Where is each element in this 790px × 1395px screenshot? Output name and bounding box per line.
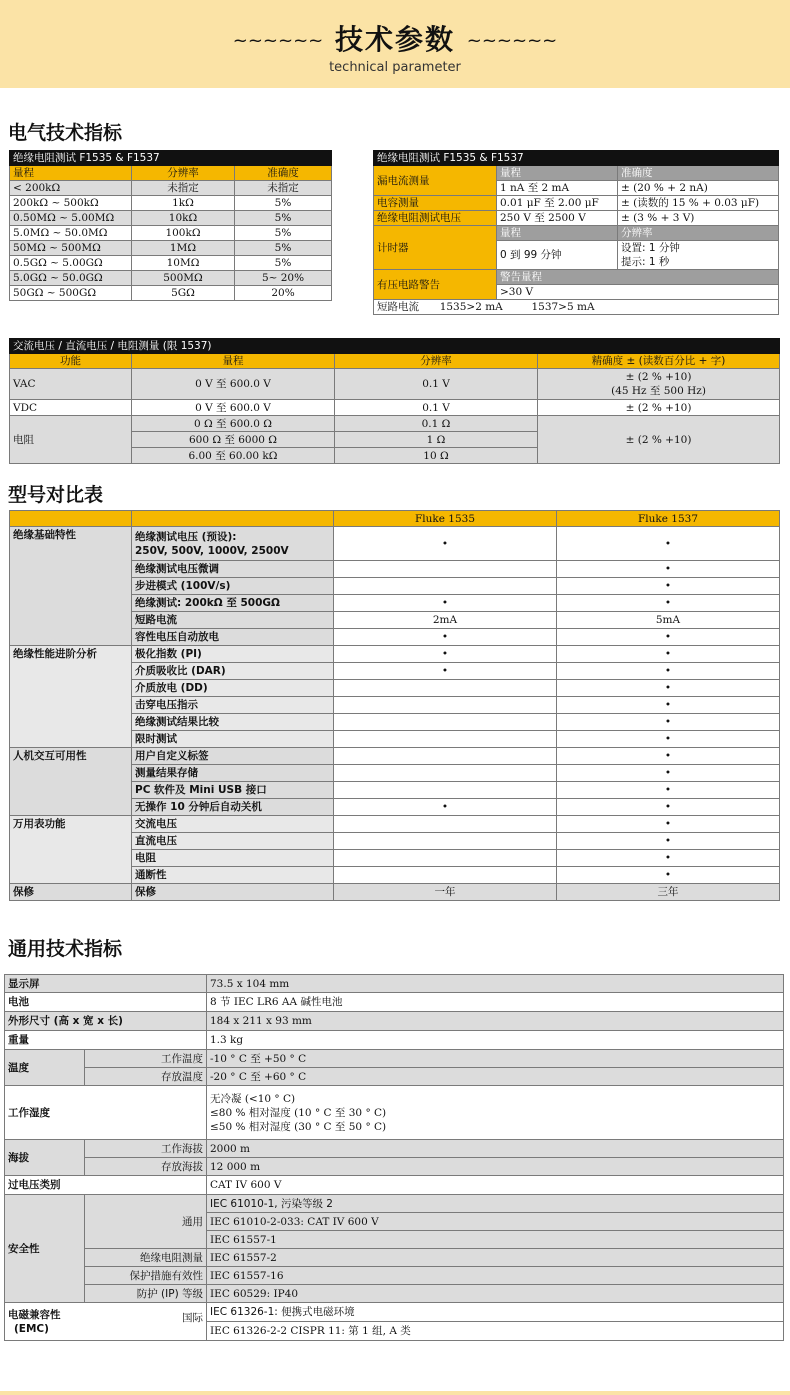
cell: ± (2 % +10) [538, 416, 780, 464]
spec-label-line: 电磁兼容性 [8, 1308, 61, 1321]
cell: 0.01 μF 至 2.00 μF [497, 196, 618, 211]
feature-cell: 绝缘测试: 200kΩ 至 500GΩ [132, 595, 334, 612]
table-row [10, 416, 780, 432]
group-label: 绝缘基础特性 [10, 527, 132, 646]
footer-bar [0, 1391, 790, 1395]
cell-line: 提示: 1 秒 [621, 256, 670, 268]
cell: 0.50MΩ ~ 5.00MΩ [10, 211, 132, 226]
fluke-1537-cell: • [557, 646, 780, 663]
fluke-1537-cell: • [557, 663, 780, 680]
spec-value: IEC 61557-1 [207, 1231, 784, 1249]
spec-sublabel: 绝缘电阻测量 [85, 1249, 207, 1267]
fluke-1537-cell: • [557, 748, 780, 765]
spec-label: 重量 [5, 1031, 207, 1050]
fluke-1535-cell [334, 867, 557, 884]
group-label: 绝缘性能进阶分析 [10, 646, 132, 748]
col-header: 分辨率 [132, 166, 235, 181]
cell: 5% [235, 226, 332, 241]
spec-line: ≤80 % 相对湿度 (10 ° C 至 30 ° C) [210, 1106, 387, 1119]
fluke-1535-cell [334, 850, 557, 867]
cell: 250 V 至 2500 V [497, 211, 618, 226]
cell: 200kΩ ~ 500kΩ [10, 196, 132, 211]
feature-cell: 通断性 [132, 867, 334, 884]
spec-label: 显示屏 [5, 975, 207, 993]
cell: 未指定 [132, 181, 235, 196]
table-row [10, 196, 332, 211]
feature-cell: PC 软件及 Mini USB 接口 [132, 782, 334, 799]
cell: 短路电流 [377, 301, 419, 313]
feature-cell: 绝缘测试结果比较 [132, 714, 334, 731]
row-label: 电容测量 [374, 196, 497, 211]
col-header-empty [10, 511, 132, 527]
fluke-1537-cell: • [557, 816, 780, 833]
fluke-1537-cell: • [557, 833, 780, 850]
fluke-1535-cell [334, 731, 557, 748]
insulation-table-left [9, 150, 332, 301]
compare-row [10, 748, 780, 765]
row-label: 有压电路警告 [374, 270, 497, 300]
cell: 0 V 至 600.0 V [132, 400, 335, 416]
feature-cell: 无操作 10 分钟后自动关机 [132, 799, 334, 816]
fluke-1537-cell: • [557, 782, 780, 799]
col-header-model: Fluke 1537 [557, 511, 780, 527]
spec-sublabel: 工作温度 [85, 1050, 207, 1068]
cell: ± (3 % + 3 V) [618, 211, 779, 226]
cell [538, 369, 780, 400]
fluke-1535-cell: • [334, 629, 557, 646]
fluke-1537-cell: • [557, 561, 780, 578]
feature-cell: 击穿电压指示 [132, 697, 334, 714]
cell: ± (20 % + 2 nA) [618, 181, 779, 196]
fluke-1537-cell: 5mA [557, 612, 780, 629]
feature-cell: 电阻 [132, 850, 334, 867]
cell: 1 Ω [335, 432, 538, 448]
fluke-1537-cell: • [557, 680, 780, 697]
fluke-1537-cell: • [557, 629, 780, 646]
col-header: 量程 [10, 166, 132, 181]
fluke-1535-cell [334, 833, 557, 850]
cell: 10 Ω [335, 448, 538, 464]
feature-cell: 直流电压 [132, 833, 334, 850]
acdc-table [9, 338, 780, 464]
col-header: 量程 [497, 226, 618, 241]
fluke-1537-cell: 三年 [557, 884, 780, 901]
table-row [10, 369, 780, 400]
cell: 5% [235, 196, 332, 211]
col-header-model: Fluke 1535 [334, 511, 557, 527]
table-row [10, 271, 332, 286]
fluke-1535-cell [334, 765, 557, 782]
spec-value: 1.3 kg [207, 1031, 784, 1050]
cell-line: 设置: 1 分钟 [621, 242, 680, 254]
cell: VDC [10, 400, 132, 416]
cell: ± (2 % +10) [538, 400, 780, 416]
fluke-1537-cell: • [557, 867, 780, 884]
col-header: 准确度 [618, 166, 779, 181]
spec-value: IEC 61326-2-2 CISPR 11: 第 1 组, A 类 [207, 1322, 784, 1341]
cell: 5% [235, 211, 332, 226]
wave-decoration-right: ~~~~~~ [466, 30, 558, 52]
col-header: 量程 [132, 354, 335, 369]
cell: 10kΩ [132, 211, 235, 226]
fluke-1537-cell: • [557, 765, 780, 782]
wave-decoration-left: ~~~~~~ [232, 30, 324, 52]
compare-row [10, 527, 780, 561]
spec-label: 工作湿度 [5, 1086, 207, 1140]
spec-sublabel: 存放海拔 [85, 1158, 207, 1176]
cell-line: (45 Hz 至 500 Hz) [611, 385, 706, 397]
spec-label [5, 1303, 207, 1341]
spec-value: 12 000 m [207, 1158, 784, 1176]
spec-label: 海拔 [5, 1140, 85, 1176]
cell: 5.0MΩ ~ 50.0MΩ [10, 226, 132, 241]
spec-value [207, 1086, 784, 1140]
cell: VAC [10, 369, 132, 400]
col-header: 精确度 ± (读数百分比 + 字) [538, 354, 780, 369]
fluke-1535-cell [334, 782, 557, 799]
feature-cell [132, 527, 334, 561]
cell: 0.1 V [335, 400, 538, 416]
spec-value: CAT IV 600 V [207, 1176, 784, 1195]
compare-row [10, 884, 780, 901]
table-row [10, 181, 332, 196]
group-label: 保修 [10, 884, 132, 901]
fluke-1535-cell: • [334, 663, 557, 680]
col-header: 分辨率 [335, 354, 538, 369]
table-row [10, 241, 332, 256]
cell: 5% [235, 241, 332, 256]
insulation-table-right [373, 150, 779, 315]
cell: 50MΩ ~ 500MΩ [10, 241, 132, 256]
spec-value: IEC 61557-2 [207, 1249, 784, 1267]
cell: 0 Ω 至 600.0 Ω [132, 416, 335, 432]
cell: 1535>2 mA [439, 301, 503, 313]
cell: 0.1 V [335, 369, 538, 400]
table-title: 交流电压 / 直流电压 / 电阻测量 (限 1537) [10, 339, 780, 354]
fluke-1535-cell: • [334, 595, 557, 612]
cell [618, 241, 779, 270]
feature-cell: 步进模式 (100V/s) [132, 578, 334, 595]
feature-cell: 限时测试 [132, 731, 334, 748]
cell: 600 Ω 至 6000 Ω [132, 432, 335, 448]
table-row [10, 256, 332, 271]
feature-cell: 测量结果存储 [132, 765, 334, 782]
spec-sublabel: 通用 [85, 1195, 207, 1249]
fluke-1535-cell [334, 680, 557, 697]
fluke-1535-cell: 2mA [334, 612, 557, 629]
spec-value: 73.5 x 104 mm [207, 975, 784, 993]
spec-sublabel: 国际 [182, 1312, 203, 1324]
cell: 5~ 20% [235, 271, 332, 286]
fluke-1535-cell [334, 697, 557, 714]
table-title: 绝缘电阻测试 F1535 & F1537 [374, 151, 779, 166]
row-label: 漏电流测量 [374, 166, 497, 196]
feature-cell: 保修 [132, 884, 334, 901]
cell: 100kΩ [132, 226, 235, 241]
spec-line: 无冷凝 (<10 ° C) [210, 1092, 296, 1105]
banner-title [0, 18, 790, 58]
fluke-1535-cell: 一年 [334, 884, 557, 901]
row-label: 绝缘电阻测试电压 [374, 211, 497, 226]
table-title: 绝缘电阻测试 F1535 & F1537 [10, 151, 332, 166]
feature-cell: 短路电流 [132, 612, 334, 629]
col-header: 量程 [497, 166, 618, 181]
spec-value: IEC 61326-1: 便携式电磁环境 [207, 1303, 784, 1322]
compare-row [10, 816, 780, 833]
col-header: 警告量程 [497, 270, 779, 285]
fluke-1537-cell: • [557, 595, 780, 612]
feature-cell: 用户自定义标签 [132, 748, 334, 765]
cell: 5% [235, 256, 332, 271]
general-specs-table [4, 974, 784, 1341]
feature-cell: 介质放电 (DD) [132, 680, 334, 697]
spec-value: -20 ° C 至 +60 ° C [207, 1068, 784, 1086]
cell: 0.5GΩ ~ 5.00GΩ [10, 256, 132, 271]
spec-label: 安全性 [5, 1195, 85, 1303]
col-header: 功能 [10, 354, 132, 369]
fluke-1537-cell: • [557, 731, 780, 748]
feature-line: 250V, 500V, 1000V, 2500V [135, 544, 289, 557]
fluke-1535-cell: • [334, 646, 557, 663]
cell: 20% [235, 286, 332, 301]
spec-value: IEC 61010-2-033: CAT IV 600 V [207, 1213, 784, 1231]
fluke-1535-cell [334, 578, 557, 595]
fluke-1535-cell: • [334, 527, 557, 561]
table-row [10, 226, 332, 241]
col-header-empty [132, 511, 334, 527]
cell: 1537>5 mA [531, 301, 595, 313]
banner-title-text: 技术参数 [334, 23, 455, 56]
fluke-1535-cell [334, 748, 557, 765]
feature-cell: 介质吸收比 (DAR) [132, 663, 334, 680]
cell: >30 V [497, 285, 779, 300]
spec-value: 2000 m [207, 1140, 784, 1158]
spec-label: 温度 [5, 1050, 85, 1086]
cell: 0 V 至 600.0 V [132, 369, 335, 400]
cell: 0.1 Ω [335, 416, 538, 432]
table-row [10, 286, 332, 301]
model-compare-table [9, 510, 780, 901]
fluke-1535-cell [334, 714, 557, 731]
banner-subtitle: technical parameter [329, 60, 461, 75]
feature-cell: 交流电压 [132, 816, 334, 833]
cell: 6.00 至 60.00 kΩ [132, 448, 335, 464]
table-row [10, 211, 332, 226]
fluke-1535-cell [334, 561, 557, 578]
spec-sublabel: 防护 (IP) 等级 [85, 1285, 207, 1303]
row-label: 计时器 [374, 226, 497, 270]
fluke-1537-cell: • [557, 850, 780, 867]
cell: 电阻 [10, 416, 132, 464]
cell: 1 nA 至 2 mA [497, 181, 618, 196]
spec-label: 外形尺寸 (高 x 宽 x 长) [5, 1012, 207, 1031]
feature-line: 绝缘测试电压 (预设): [135, 530, 237, 543]
cell-line: ± (2 % +10) [625, 371, 692, 383]
col-header: 准确度 [235, 166, 332, 181]
spec-line: ≤50 % 相对湿度 (30 ° C 至 50 ° C) [210, 1120, 387, 1133]
spec-label: 电池 [5, 993, 207, 1012]
header-banner [0, 0, 790, 88]
fluke-1535-cell: • [334, 799, 557, 816]
cell: 5.0GΩ ~ 50.0GΩ [10, 271, 132, 286]
compare-row [10, 646, 780, 663]
table-row [10, 400, 780, 416]
cell: < 200kΩ [10, 181, 132, 196]
spec-value: -10 ° C 至 +50 ° C [207, 1050, 784, 1068]
cell: 500MΩ [132, 271, 235, 286]
spec-sublabel: 工作海拔 [85, 1140, 207, 1158]
col-header: 分辨率 [618, 226, 779, 241]
fluke-1537-cell: • [557, 578, 780, 595]
spec-value: IEC 61010-1, 污染等级 2 [207, 1195, 784, 1213]
section-title-general: 通用技术指标 [8, 938, 123, 960]
cell: 1MΩ [132, 241, 235, 256]
spec-value: 184 x 211 x 93 mm [207, 1012, 784, 1031]
feature-cell: 容性电压自动放电 [132, 629, 334, 646]
cell: 未指定 [235, 181, 332, 196]
cell: 50GΩ ~ 500GΩ [10, 286, 132, 301]
group-label: 万用表功能 [10, 816, 132, 884]
short-circuit-row [374, 300, 779, 315]
group-label: 人机交互可用性 [10, 748, 132, 816]
fluke-1535-cell [334, 816, 557, 833]
fluke-1537-cell: • [557, 527, 780, 561]
spec-value: 8 节 IEC LR6 AA 碱性电池 [207, 993, 784, 1012]
section-title-compare: 型号对比表 [8, 484, 104, 506]
spec-value: IEC 60529: IP40 [207, 1285, 784, 1303]
cell: 5GΩ [132, 286, 235, 301]
spec-sublabel: 保护措施有效性 [85, 1267, 207, 1285]
cell: 1kΩ [132, 196, 235, 211]
feature-cell: 绝缘测试电压微调 [132, 561, 334, 578]
feature-cell: 极化指数 (PI) [132, 646, 334, 663]
spec-label-line: (EMC) [14, 1322, 49, 1335]
fluke-1537-cell: • [557, 714, 780, 731]
cell: 10MΩ [132, 256, 235, 271]
section-title-electrical: 电气技术指标 [8, 122, 123, 144]
fluke-1537-cell: • [557, 697, 780, 714]
fluke-1537-cell: • [557, 799, 780, 816]
cell: ± (读数的 15 % + 0.03 μF) [618, 196, 779, 211]
spec-sublabel: 存放温度 [85, 1068, 207, 1086]
spec-label: 过电压类别 [5, 1176, 207, 1195]
spec-value: IEC 61557-16 [207, 1267, 784, 1285]
cell: 0 到 99 分钟 [497, 241, 618, 270]
